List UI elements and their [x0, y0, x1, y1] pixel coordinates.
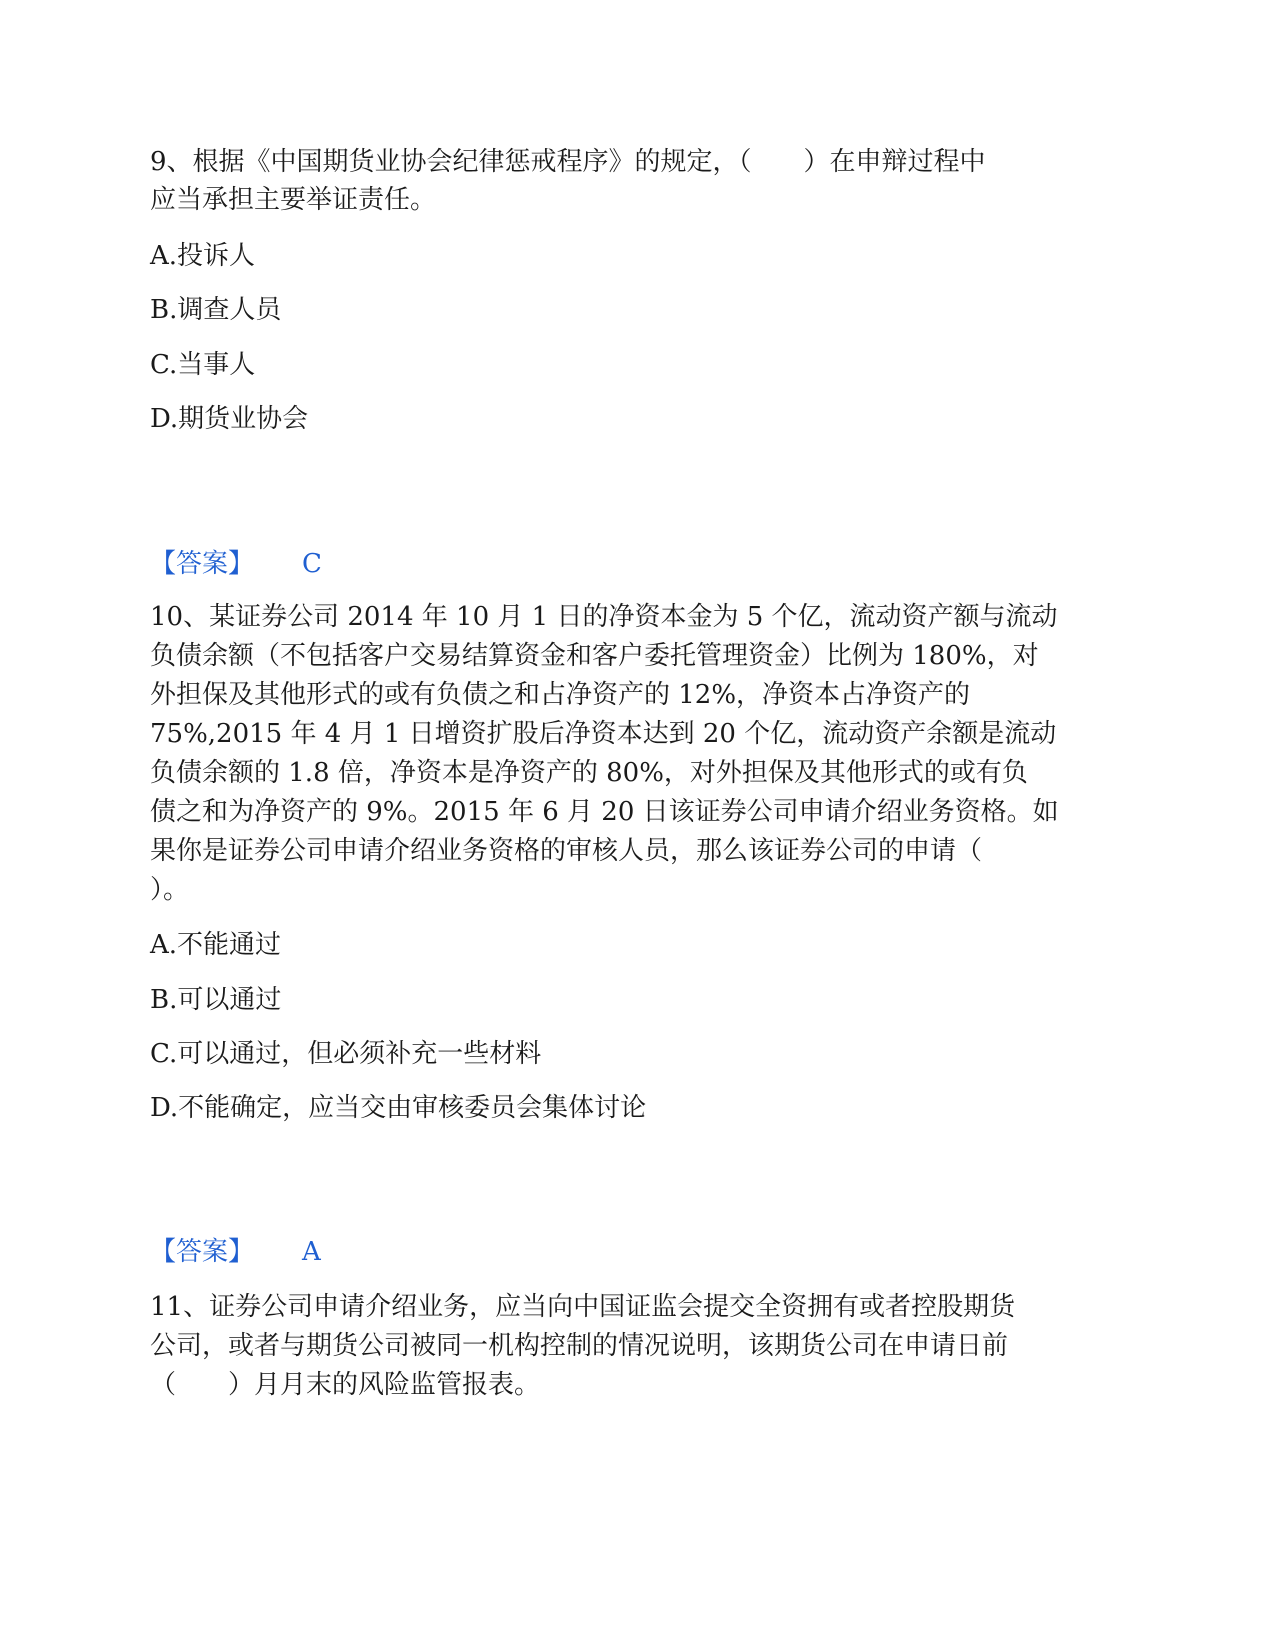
- q10-stem-line-5: 负债余额的 1.8 倍，净资本是净资产的 80%，对外担保及其他形式的或有负: [150, 758, 1028, 788]
- q10-stem-line-8: ）。: [150, 875, 190, 905]
- q11-stem-line-3: （ ）月月末的风险监管报表。: [150, 1370, 541, 1400]
- q10-option-a: A.不能通过: [150, 930, 282, 960]
- q10-answer-label: 【答案】: [150, 1237, 255, 1267]
- q9-stem-line-1: 9、根据《中国期货业协会纪律惩戒程序》的规定，（ ）在申辩过程中: [150, 147, 986, 177]
- q9-answer-value: C: [302, 549, 322, 579]
- q9-option-d: D.期货业协会: [150, 404, 309, 434]
- q9-option-c: C.当事人: [150, 350, 256, 380]
- q10-option-c: C.可以通过，但必须补充一些材料: [150, 1039, 542, 1069]
- q10-stem-line-3: 外担保及其他形式的或有负债之和占净资产的 12%，净资本占净资产的: [150, 680, 971, 710]
- q10-option-b: B.可以通过: [150, 985, 282, 1015]
- q11-stem-line-2: 公司，或者与期货公司被同一机构控制的情况说明，该期货公司在申请日前: [150, 1331, 1009, 1361]
- q10-answer: [150, 1232, 1125, 1272]
- q10-stem-line-4: 75%,2015 年 4 月 1 日增资扩股后净资本达到 20 个亿，流动资产余额是流动: [150, 719, 1057, 749]
- q10-stem-line-7: 果你是证券公司申请介绍业务资格的审核人员，那么该证券公司的申请（: [150, 836, 983, 866]
- q9-answer: [150, 544, 1125, 584]
- q10-stem-line-1: 10、某证券公司 2014 年 10 月 1 日的净资本金为 5 个亿，流动资产额与流动: [150, 602, 1058, 632]
- q11-stem-line-1: 11、证券公司申请介绍业务，应当向中国证监会提交全资拥有或者控股期货: [150, 1292, 1016, 1322]
- q9-option-b: B.调查人员: [150, 295, 282, 325]
- q9-option-a: A.投诉人: [150, 241, 256, 271]
- q10-option-d: D.不能确定，应当交由审核委员会集体讨论: [150, 1093, 647, 1123]
- q9-answer-label: 【答案】: [150, 549, 255, 579]
- q10-stem-line-2: 负债余额（不包括客户交易结算资金和客户委托管理资金）比例为 180%，对: [150, 641, 1039, 671]
- q10-answer-value: A: [302, 1237, 321, 1267]
- q10-stem-line-6: 债之和为净资产的 9%。2015 年 6 月 20 日该证券公司申请介绍业务资格。如: [150, 797, 1059, 827]
- q9-stem-line-2: 应当承担主要举证责任。: [150, 185, 437, 215]
